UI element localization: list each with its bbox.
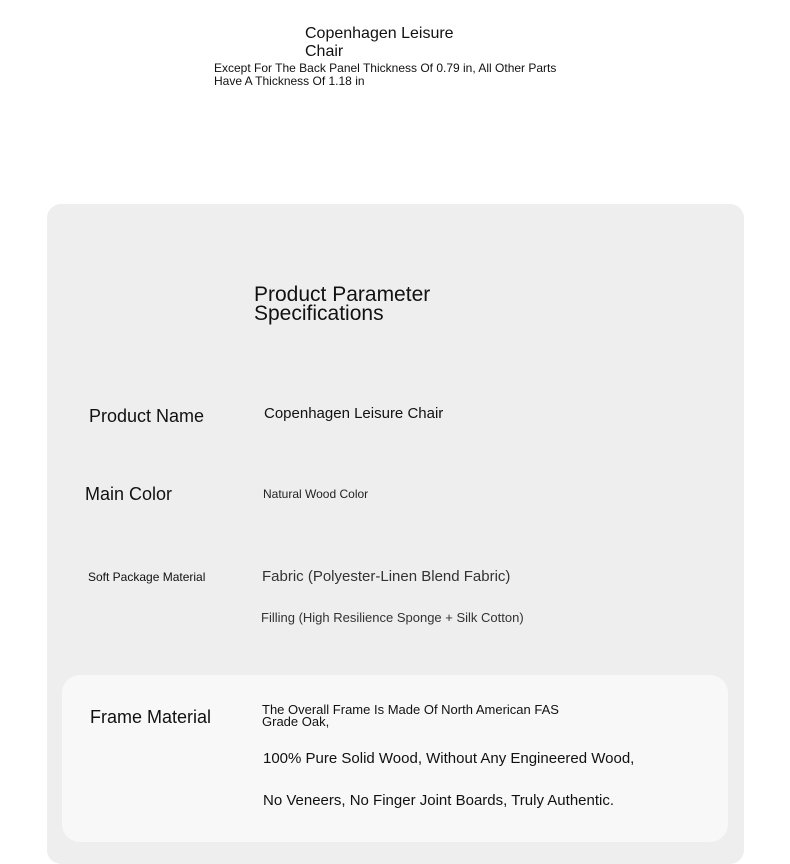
spec-panel xyxy=(47,204,744,864)
thickness-note: Except For The Back Panel Thickness Of 0.79 in, All Other Parts Have A Thickness Of 1.18 in xyxy=(214,61,557,88)
product-name-value: Copenhagen Leisure Chair xyxy=(264,405,444,422)
spec-panel-title: Product Parameter Specifications xyxy=(254,283,431,325)
frame-material-label: Frame Material xyxy=(90,707,212,727)
product-title: Copenhagen Leisure Chair xyxy=(305,25,454,60)
main-color-label: Main Color xyxy=(85,484,173,504)
frame-material-line1: The Overall Frame Is Made Of North American FAS Grade Oak, xyxy=(262,702,559,729)
frame-material-line2: 100% Pure Solid Wood, Without Any Engineered Wood, xyxy=(263,750,635,767)
product-name-label: Product Name xyxy=(89,406,205,426)
soft-package-fabric: Fabric (Polyester-Linen Blend Fabric) xyxy=(262,568,511,585)
main-color-value: Natural Wood Color xyxy=(263,487,369,501)
soft-package-filling: Filling (High Resilience Sponge + Silk Cotton) xyxy=(261,610,524,625)
frame-material-line3: No Veneers, No Finger Joint Boards, Truly Authentic. xyxy=(263,792,615,809)
frame-material-card xyxy=(62,675,728,842)
soft-package-label: Soft Package Material xyxy=(88,570,206,584)
